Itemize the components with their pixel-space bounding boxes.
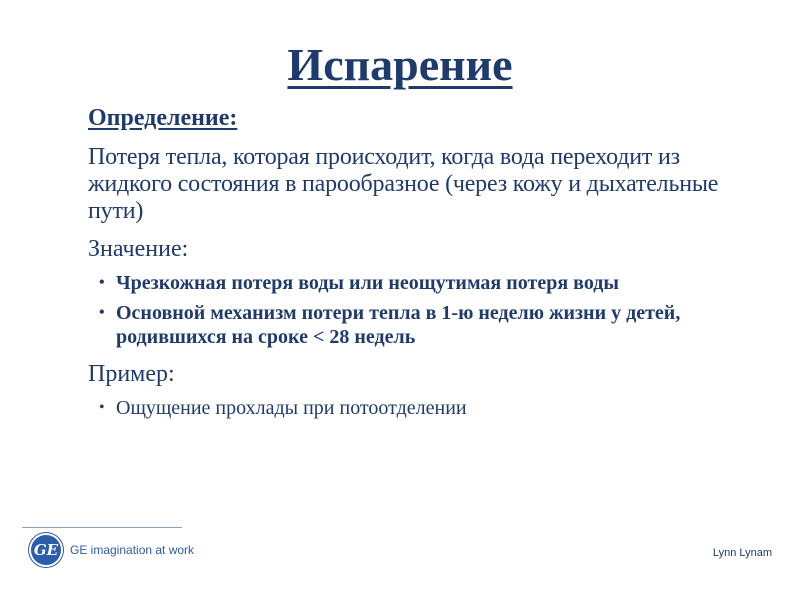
significance-label: Значение:: [88, 236, 189, 262]
bullet-dot-icon: •: [99, 274, 105, 291]
list-item: [88, 301, 728, 349]
definition-label: Определение:: [88, 105, 238, 131]
example-list: [88, 396, 728, 420]
significance-item-2: Основной механизм потери тепла в 1-ю неделю жизни у детей, родившихся на сроке < 28 недель: [116, 302, 681, 348]
slide-title: Испарение: [287, 39, 513, 90]
footer-divider: [22, 527, 182, 528]
slide-content: [88, 105, 728, 432]
example-label: Пример:: [88, 361, 175, 387]
ge-logo-icon: GE: [29, 533, 63, 567]
list-item: [88, 396, 728, 420]
significance-list: [88, 271, 728, 349]
example-item-1: Ощущение прохлады при потоотделении: [116, 397, 467, 419]
logo-tagline: GE imagination at work: [70, 543, 195, 557]
significance-item-1: Чрезкожная потеря воды или неощутимая потеря воды: [116, 272, 619, 294]
bullet-dot-icon: •: [99, 304, 105, 321]
definition-text: Потеря тепла, которая происходит, когда вода переходит из жидкого состояния в парообразное (через кожу и дыхательные пути): [88, 144, 719, 224]
footer-logo: [29, 533, 194, 567]
author-name: Lynn Lynam: [712, 547, 772, 559]
list-item: [88, 271, 728, 295]
bullet-dot-icon: •: [99, 399, 105, 416]
